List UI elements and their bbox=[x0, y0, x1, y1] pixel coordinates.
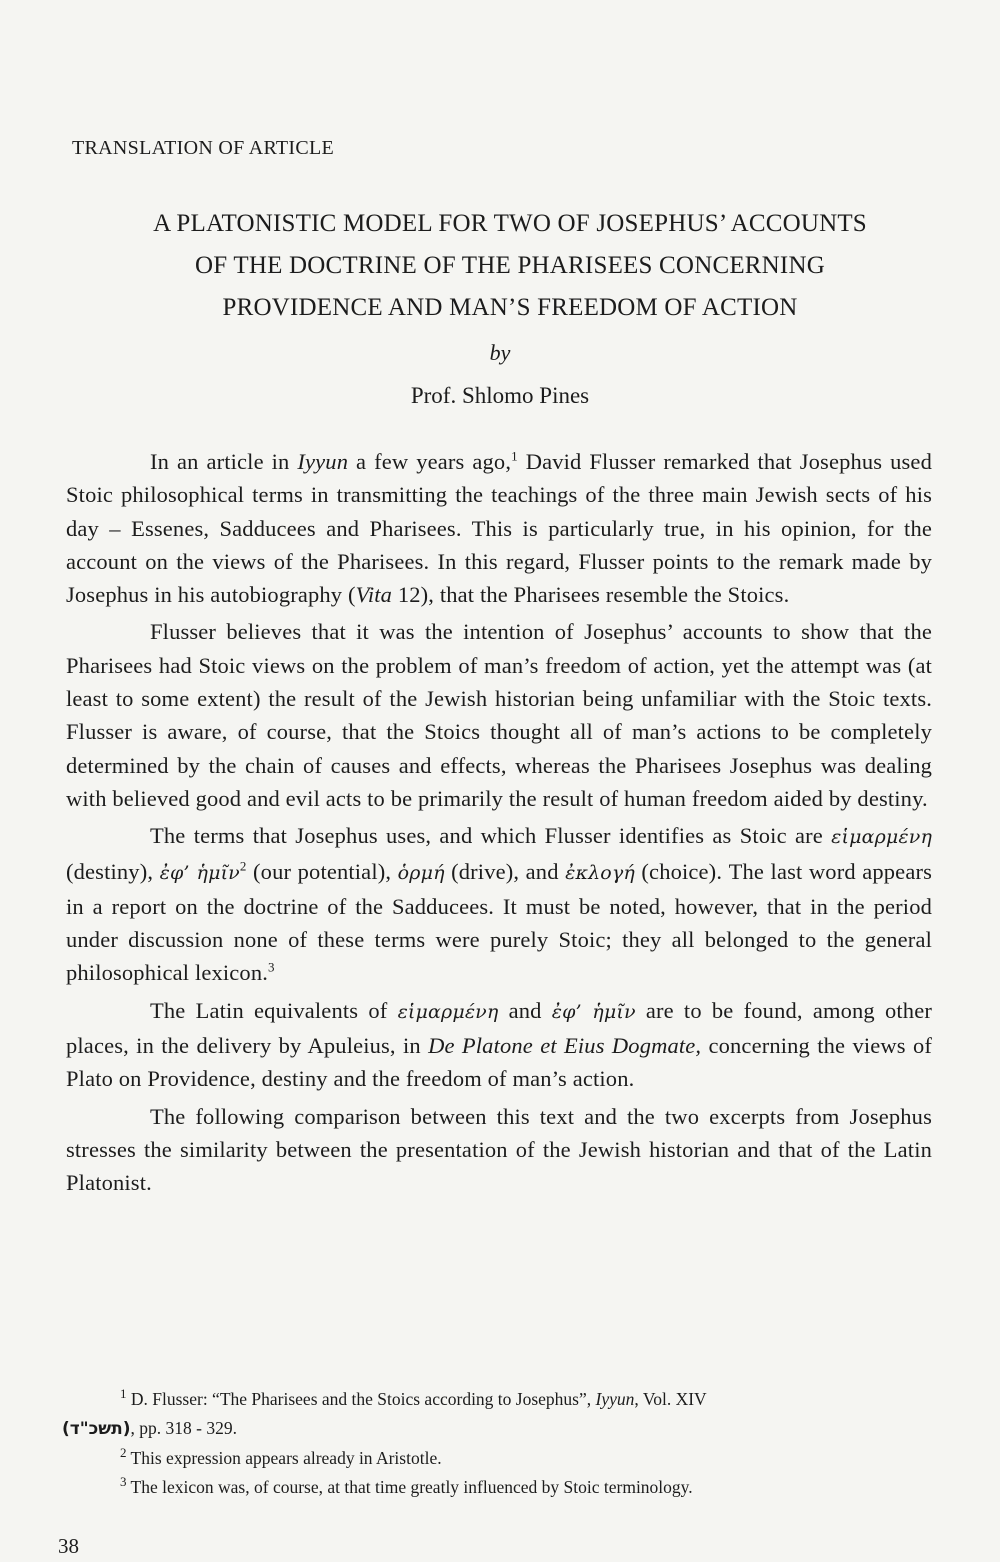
title-line: OF THE DOCTRINE OF THE PHARISEES CONCERNING bbox=[195, 252, 825, 279]
footnote-3 bbox=[62, 1473, 920, 1502]
greek-term: ἐφ’ ἡμῖν bbox=[551, 1000, 636, 1023]
footnote-ref: 1 bbox=[511, 448, 518, 464]
section-label: TRANSLATION OF ARTICLE bbox=[72, 137, 335, 159]
work-title: Vita bbox=[355, 582, 393, 608]
text-run: The terms that Josephus uses, and which Flusser identifies as Stoic are bbox=[150, 823, 832, 849]
greek-term: ἐκλογή bbox=[565, 861, 635, 884]
footnote-ref: 2 bbox=[239, 858, 247, 874]
footnote-1 bbox=[62, 1385, 920, 1444]
footnote-2 bbox=[62, 1444, 920, 1473]
text-run: 12), that the Pharisees resemble the Stoics. bbox=[392, 582, 790, 608]
paragraph bbox=[66, 819, 932, 989]
text-run: a few years ago, bbox=[348, 449, 512, 474]
title-line: PROVIDENCE AND MAN’S FREEDOM OF ACTION bbox=[222, 294, 798, 321]
work-title: De Platone et Eius Dogmate, bbox=[428, 1033, 702, 1059]
text-run: and bbox=[498, 997, 552, 1023]
greek-term: ἐφ’ ἡμῖν bbox=[159, 861, 240, 884]
paragraph: The following comparison between this text and the two excerpts from Josephus stresses the similarity between the presentation of the Jewish historian and that of the Latin Platonist. bbox=[66, 1103, 932, 1196]
author-name: Prof. Shlomo Pines bbox=[410, 383, 590, 408]
byline-by: by bbox=[489, 340, 511, 365]
page-number: 38 bbox=[58, 1534, 79, 1558]
text-run: David Flusser remarked that Josephus used Stoic philosophical terms in transmitting the teachings of the three main Jewish sects of his day – Essenes, Sadducees and Pharisees. This is particularly true, in his opinion, for the account on the views of the Pharisees. In this regard, Flusser points to the remark made by Josephus in his autobiography ( bbox=[66, 449, 932, 608]
text-run: are to be found, among other places, in the delivery by Apuleius, in bbox=[66, 997, 932, 1059]
article-title bbox=[60, 203, 960, 329]
greek-term: εἱμαρμένη bbox=[831, 826, 932, 849]
text-run: The Latin equivalents of bbox=[150, 997, 398, 1023]
journal-title: Iyyun bbox=[297, 449, 349, 474]
text-run: (drive), and bbox=[444, 858, 566, 884]
paragraph bbox=[66, 445, 932, 611]
title-line: A PLATONISTIC MODEL FOR TWO OF JOSEPHUS’ ACCOUNTS bbox=[153, 210, 867, 237]
footnote-number: 2 bbox=[120, 1445, 127, 1461]
footnote-number: 1 bbox=[120, 1386, 127, 1402]
text-run: , pp. 318 - 329. bbox=[130, 1418, 237, 1438]
footnote-ref: 3 bbox=[268, 959, 275, 975]
footnote-number: 3 bbox=[120, 1474, 127, 1490]
footnotes bbox=[62, 1385, 920, 1502]
greek-term: ὁρμή bbox=[397, 861, 445, 884]
article-body bbox=[66, 445, 932, 1204]
paragraph: Flusser believes that it was the intention of Josephus’ accounts to show that the Pharisees had Stoic views on the problem of man’s freedom of action, yet the attempt was (at least to some extent) the result of the Jewish historian being unfamiliar with the Stoic texts. Flusser is aware, of course, that the Stoics thought all of man’s actions to be completely determined by the chain of causes and effects, whereas the Pharisees Josephus was dealing with believed good and evil acts to be primarily the result of human freedom aided by destiny. bbox=[66, 619, 932, 811]
text-run: (our potential), bbox=[246, 858, 398, 884]
greek-term: εἱμαρμένη bbox=[397, 1000, 499, 1023]
text-run: (destiny), bbox=[66, 858, 160, 884]
text-run: This expression appears already in Aristotle. bbox=[126, 1448, 442, 1468]
text-run: (choice). The last word appears in a report on the doctrine of the Sadducees. It must be noted, however, that in the period under discussion none of these terms were purely Stoic; they all belonged to the general philosophical lexicon. bbox=[66, 858, 933, 986]
journal-title: Iyyun bbox=[595, 1389, 635, 1409]
paragraph bbox=[66, 994, 932, 1096]
text-run: The lexicon was, of course, at that time greatly influenced by Stoic terminology. bbox=[126, 1477, 693, 1497]
text-run: concerning the views of Plato on Providence, destiny and the freedom of man’s action. bbox=[66, 1033, 933, 1092]
text-run: In an article in bbox=[150, 449, 298, 474]
text-run: D. Flusser: “The Pharisees and the Stoics according to Josephus”, bbox=[126, 1389, 596, 1409]
hebrew-date: (תשכ"ד) bbox=[62, 1419, 131, 1439]
text-run: , Vol. XIV bbox=[634, 1389, 707, 1409]
